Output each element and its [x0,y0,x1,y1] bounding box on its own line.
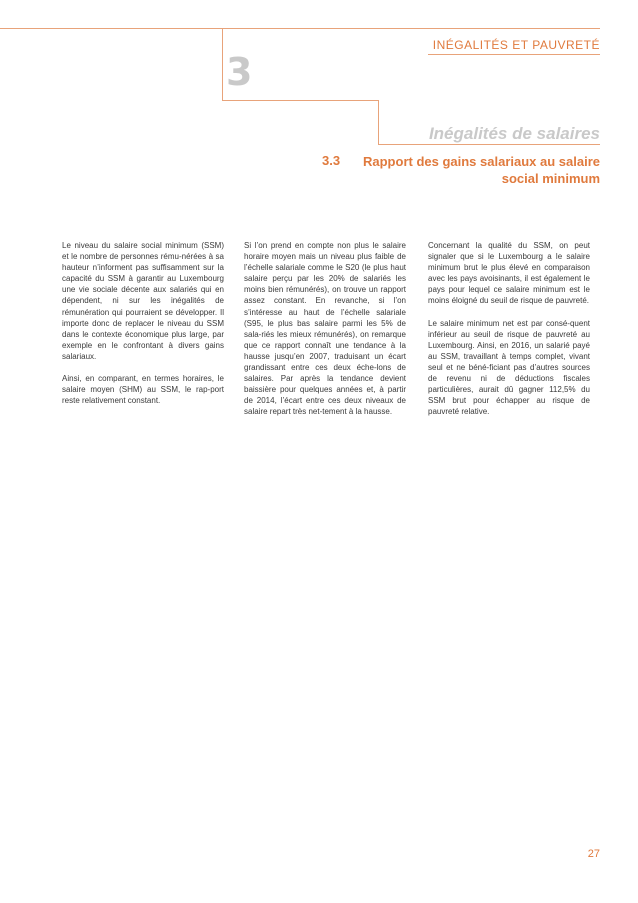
chapter-number: 3 [226,50,253,94]
paragraph: Concernant la qualité du SSM, on peut signaler que si le Luxembourg a le salaire minimum brut le plus élevé en comparaison avec les pays avoisinants, il est également le pays pour lequel ce salaire minimum est le moins éloigné du seuil de risque de pauvreté. [428,241,590,306]
chapter-vertical-rule [222,28,223,100]
subsection-number: 3.3 [322,153,341,168]
page-number: 27 [587,848,600,860]
section-vertical-rule [378,100,379,144]
section-tag-underline [428,54,600,55]
top-rule [0,28,600,29]
text-column-3 [428,240,590,428]
section-tag: INÉGALITÉS ET PAUVRETÉ [432,38,600,52]
paragraph: Le salaire minimum net est par consé-quent inférieur au seuil de risque de pauvreté au Luxembourg. Ainsi, en 2016, un salarié payé au SSM, travaillant à temps complet, vivant seul et ne béné-ficiant pas d’autres sources de revenu ni de déductions fiscales particulières, aurait dû gagner 112,5% du SSM brut pour échapper au risque de pauvreté relative. [428,318,590,417]
chapter-horizontal-rule [222,100,378,101]
text-column-2 [244,240,406,429]
paragraph: Le niveau du salaire social minimum (SSM) et le nombre de personnes rému-nérées à sa hauteur n’informent pas suffisamment sur la capacité du SSM à garantir au Luxembourg une vie sociale décente aux salariés qui en dépendent, ni sur les inégalités de rémunération qui pourraient se développer. Il importe donc de replacer le niveau du SSM dans le contexte économique plus large, par exemple en le confrontant à divers gains salariaux. [62,241,224,361]
text-column-1 [62,240,224,417]
paragraph: Si l’on prend en compte non plus le salaire horaire moyen mais un niveau plus faible de l’échelle salariale comme le S20 (le plus haut salaire perçu par les 20% de salariés les moins bien rémunérés), on trouve un rapport assez constant. En revanche, si l’on s’intéresse au haut de l’échelle salariale (S95, le plus bas salaire parmi les 5% de sala-riés les mieux rémunérés), on remarque que ce rapport connaît une tendance à la hausse jusqu’en 2007, traduisant un écart grandissant entre ces deux éche-lons de salaires. Par après la tendance devient baissière pour quelques années et, à partir de 2014, l’écart entre ces deux niveaux de salaire repart très net-tement à la hausse. [244,241,406,417]
section-horizontal-rule [378,144,600,145]
section-title: Inégalités de salaires [428,124,600,143]
subsection-title: Rapport des gains salariaux au salaire social minimum [363,154,600,186]
paragraph: Ainsi, en comparant, en termes horaires, le salaire moyen (SHM) au SSM, le rap-port reste relativement constant. [62,374,224,406]
